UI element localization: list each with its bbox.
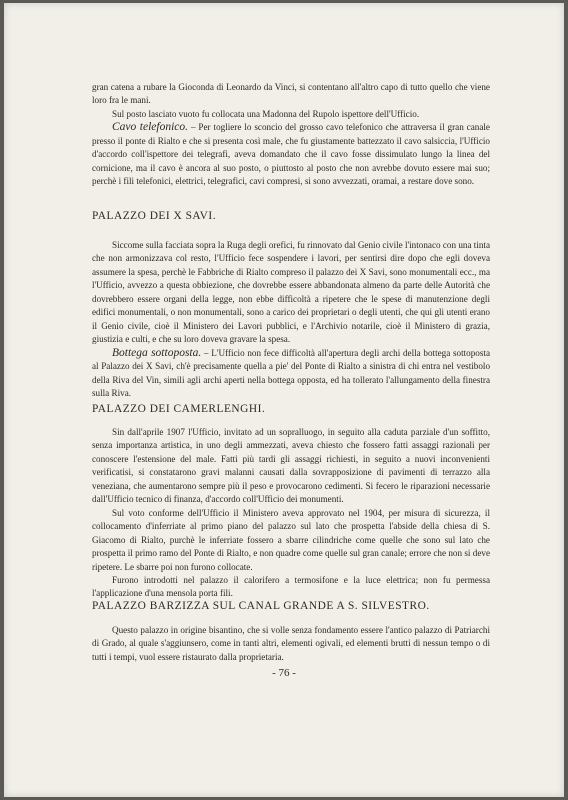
paragraph-lead: Cavo telefonico. — [112, 121, 189, 134]
paragraph: Sin dall'aprile 1907 l'Ufficio, invitato ad un sopralluogo, in seguito alla caduta parziale d'un soffitto, senza importanza artistica, in uno degli ammezzati, aveva chiesto che fossero fatti assaggi razionali per conoscere l'estensione del male. Fatti più tardi gli assaggi richiesti, in seguito a nuovi inconvenienti verificatisi, si constatarono gravi malanni causati dalla sovrapposizione di pavimenti di terrazzo alla veneziana, che aumentarono sempre più il peso e provocarono cedimenti. Si fecero le riparazioni necessarie dall'Ufficio tecnico di finanza, d'accordo coll'Ufficio dei monumenti. — [92, 427, 490, 505]
paragraph-lead: Bottega sottoposta. — [112, 346, 202, 359]
paragraph: Furono introdotti nel palazzo il calorifero a termosifone e la luce elettrica; non fu permessa l'applicazione d'una mensola porta fili. — [92, 574, 490, 599]
paragraph-text: – L'Ufficio non fece difficoltà all'apertura degli archi della bottega sottoposta al Palazzo dei X Savi, ch'è precisamente quella a pie' del Ponte di Rialto a sinistra di chi entra nel vestibolo della Riva del Vin, simili agli archi aperti nella bottega opposta, ed ha tollerato l'allungamento della finestra sulla Riva. — [92, 347, 490, 398]
section-heading: PALAZZO DEI X SAVI. — [92, 210, 217, 222]
section-heading: PALAZZO BARZIZZA SUL CANAL GRANDE A S. SILVESTRO. — [92, 600, 430, 612]
paragraph — [92, 121, 490, 188]
paragraph: Sul posto lasciato vuoto fu collocata una Madonna del Rupolo ispettore dell'Ufficio. — [112, 108, 420, 119]
paragraph: Sul voto conforme dell'Ufficio il Ministero aveva approvato nel 1904, per misura di sicurezza, il collocamento d'inferriate al primo piano del palazzo sul lato che prospetta l'abside della chiesa di S. Giacomo di Rialto, purchè le inferriate fossero a sbarre cilindriche come quelle che sono sul lato che prospetta il primo ramo del Ponte di Rialto, e non quadre come quelle sul gran canale; errore che non si deve ripetere. Le sbarre poi non furono collocate. — [92, 507, 490, 572]
paragraph-text: – Per togliere lo sconcio del grosso cavo telefonico che attraversa il gran canale presso il ponte di Rialto e che si presenta così male, che fu giustamente battezzato il cavo salsiccia, l'Ufficio d'accordo coll'ispettore dei telegrafi, aveva domandato che il cavo fosse dissimulato lungo la linea del cornicione, ma il cavo è ancora al suo posto, o piuttosto al posto che non avrebbe dovuto essere mai suo; perchè i fili telefonici, elettrici, telegrafici, cavi compresi, si sono avvezzati, oramai, a restare dove sono. — [92, 122, 490, 187]
barzizza-block — [92, 624, 490, 664]
paragraph: Siccome sulla facciata sopra la Ruga degli orefici, fu rinnovato dal Genio civile l'intonaco con una tinta che non armonizzava col resto, l'Ufficio fece sospendere i lavori, per sentirsi dire dopo che egli doveva assumere la spesa, perchè le Fabbriche di Rialto compreso il palazzo dei X Savi, sono monumentali ecc., ma l'Ufficio, avvezzo a questa obbiezione, che dovrebbe essere abbandonata almeno da parte delle Autorità che dovrebbero essere organi della legge, non ebbe difficoltà a ripetere che le spese di manutenzione degli edifici monumentali, o non monumentali, sono a carico dei proprietari o degli utenti, che qui gli utenti erano il Genio civile, cioè il Ministero dei Lavori pubblici, e l'Archivio notarile, cioè il Ministero di grazia, giustizia e culti, e che su loro doveva gravare la spesa. — [92, 240, 490, 345]
paragraph — [92, 347, 490, 401]
intro-block — [92, 81, 490, 189]
document-page — [4, 3, 564, 797]
camerlenghi-block — [92, 426, 490, 601]
x-savi-block — [92, 239, 490, 400]
paragraph: gran catena a rubare la Gioconda di Leonardo da Vinci, si contentano all'altro capo di tutto quello che viene loro fra le mani. — [92, 82, 490, 106]
section-heading: PALAZZO DEI CAMERLENGHI. — [92, 403, 266, 415]
page-number: - 76 - — [272, 667, 296, 679]
paragraph: Questo palazzo in origine bisantino, che si volle senza fondamento essere l'antico palazzo di Patriarchi di Grado, al quale s'aggiunsero, come in tanti altri, elementi ogivali, ed elementi brutti di nessun tempo o di tutti i tempi, vuol essere ristaurato dalla proprietaria. — [92, 625, 490, 662]
